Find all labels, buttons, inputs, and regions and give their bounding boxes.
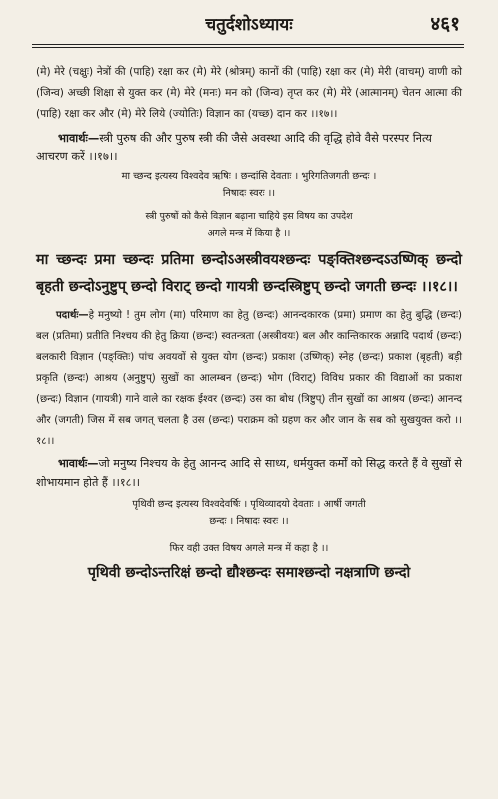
verse19-intro-line: फिर वही उक्त विषय अगले मन्त्र में कहा है ।।: [169, 543, 329, 554]
bhavarth-label: भावार्थः—: [58, 131, 100, 145]
verse17-bhavarth: [36, 129, 462, 165]
padarth-text: हे मनुष्यो ! तुम लोग (मा) परिमाण का हेतु (छन्दः) आनन्दकारक (प्रमा) प्रमाण का हेतु बुद्धि (छन्दः) बल (प्रतिमा) प्रतीति निश्चय की हेतु क्रिया (छन्दः) स्वतन्त्रता (अस्त्रीवयः) बल और कान्तिकारक अन्नादि पदार्थ (छन्दः) बलकारी विज्ञान (पङ्क्तिः) पांच अवयवों से युक्त योग (छन्दः) प्रकाश (उष्णिक्) स्नेह (छन्दः) प्रकाश (बृहती) बड़ी प्रकृति (छन्दः) आश्रय (अनुष्टुप्) सुखों का आलम्बन (छन्दः) भोग (विराट्) विविध प्रकार की विद्याओं का प्रकाश (छन्दः) विज्ञान (गायत्री) गाने वाले का रक्षक ईश्वर (छन्दः) उस का बोध (त्रिष्टुप्) तीन सुखों का आश्रय (छन्दः) आनन्द और (जगती) जिस में सब जगत् चलता है उस (छन्दः) पराक्रम को ग्रहण कर और जान के सब को सुखयुक्त करो ।।१८।।: [36, 310, 462, 447]
verse18-bhavarth: [36, 454, 462, 492]
chapter-title: चतुर्दशोऽध्यायः: [205, 15, 293, 35]
header-rule: [32, 44, 464, 48]
verse19-rishi-line: पृथिवी छन्द इत्यस्य विश्वदेवर्षिः । पृथिव्यादयो देवताः । आर्षी जगती: [132, 499, 366, 510]
page-header: [0, 0, 498, 50]
verse19-swar-line: छन्दः । निषादः स्वरः ।।: [209, 516, 289, 527]
verse18-intro-line-2: अगले मन्त्र में किया है ।।: [207, 228, 291, 239]
bhavarth-text: स्त्री पुरुष की और पुरुष स्त्री की जैसे अवस्था आदि की वृद्धि होवे वैसे परस्पर नित्य आचरण करें ।।१७।।: [36, 131, 432, 163]
verse17-padarth-continued: (मे) मेरे (चक्षुः) नेत्रों की (पाहि) रक्षा कर (मे) मेरे (श्रोत्रम्) कानों की (पाहि) रक्षा कर (मे) मेरी (वाचम्) वाणी को (जिन्व) अच्छी शिक्षा से युक्त कर (मे) मेरे (मनः) मन को (जिन्व) तृप्त कर (मे) मेरे (आत्मानम्) चेतन आत्मा की (पाहि) रक्षा कर और (मे) मेरे लिये (ज्योतिः) विज्ञान का (यच्छ) दान कर ।।१७।।: [36, 66, 462, 120]
verse18-rishi-line: मा च्छन्द इत्यस्य विश्वदेव ऋषिः । छन्दांसि देवताः । भुरिगतिजगती छन्दः ।: [121, 171, 377, 182]
bhavarth-label: भावार्थः—: [58, 457, 99, 470]
padarth-label: पदार्थः—: [56, 310, 89, 321]
page-number: ४६१: [430, 13, 460, 35]
verse18-padarth: [36, 305, 462, 452]
page-body: [36, 62, 462, 587]
verse18-intro-line: स्त्री पुरुषों को कैसे विज्ञान बढ़ाना चाहिये इस विषय का उपदेश: [145, 211, 353, 222]
bhavarth-text: जो मनुष्य निश्चय के हेतु आनन्द आदि से साध्य, धर्मयुक्त कर्मों को सिद्ध करते हैं वे सुखों से शोभायमान होते हैं ।।१८।।: [36, 457, 462, 489]
verse19-mantra-start: पृथिवी छन्दोऽन्तरिक्षं छन्दो द्यौश्छन्दः समाश्छन्दो नक्षत्राणि छन्दो: [87, 565, 411, 581]
verse18-swar-line: निषादः स्वरः ।।: [222, 188, 276, 199]
verse18-mantra: मा च्छन्दः प्रमा च्छन्दः प्रतिमा छन्दोऽअस्त्रीवयश्छन्दः पङ्क्तिश्छन्दऽउष्णिक् छन्दो बृहती छन्दोऽनुष्टुप् छन्दो विराट् छन्दो गायत्री छन्दस्त्रिष्टुप् छन्दो जगती छन्दः ।।१८।।: [36, 252, 462, 295]
